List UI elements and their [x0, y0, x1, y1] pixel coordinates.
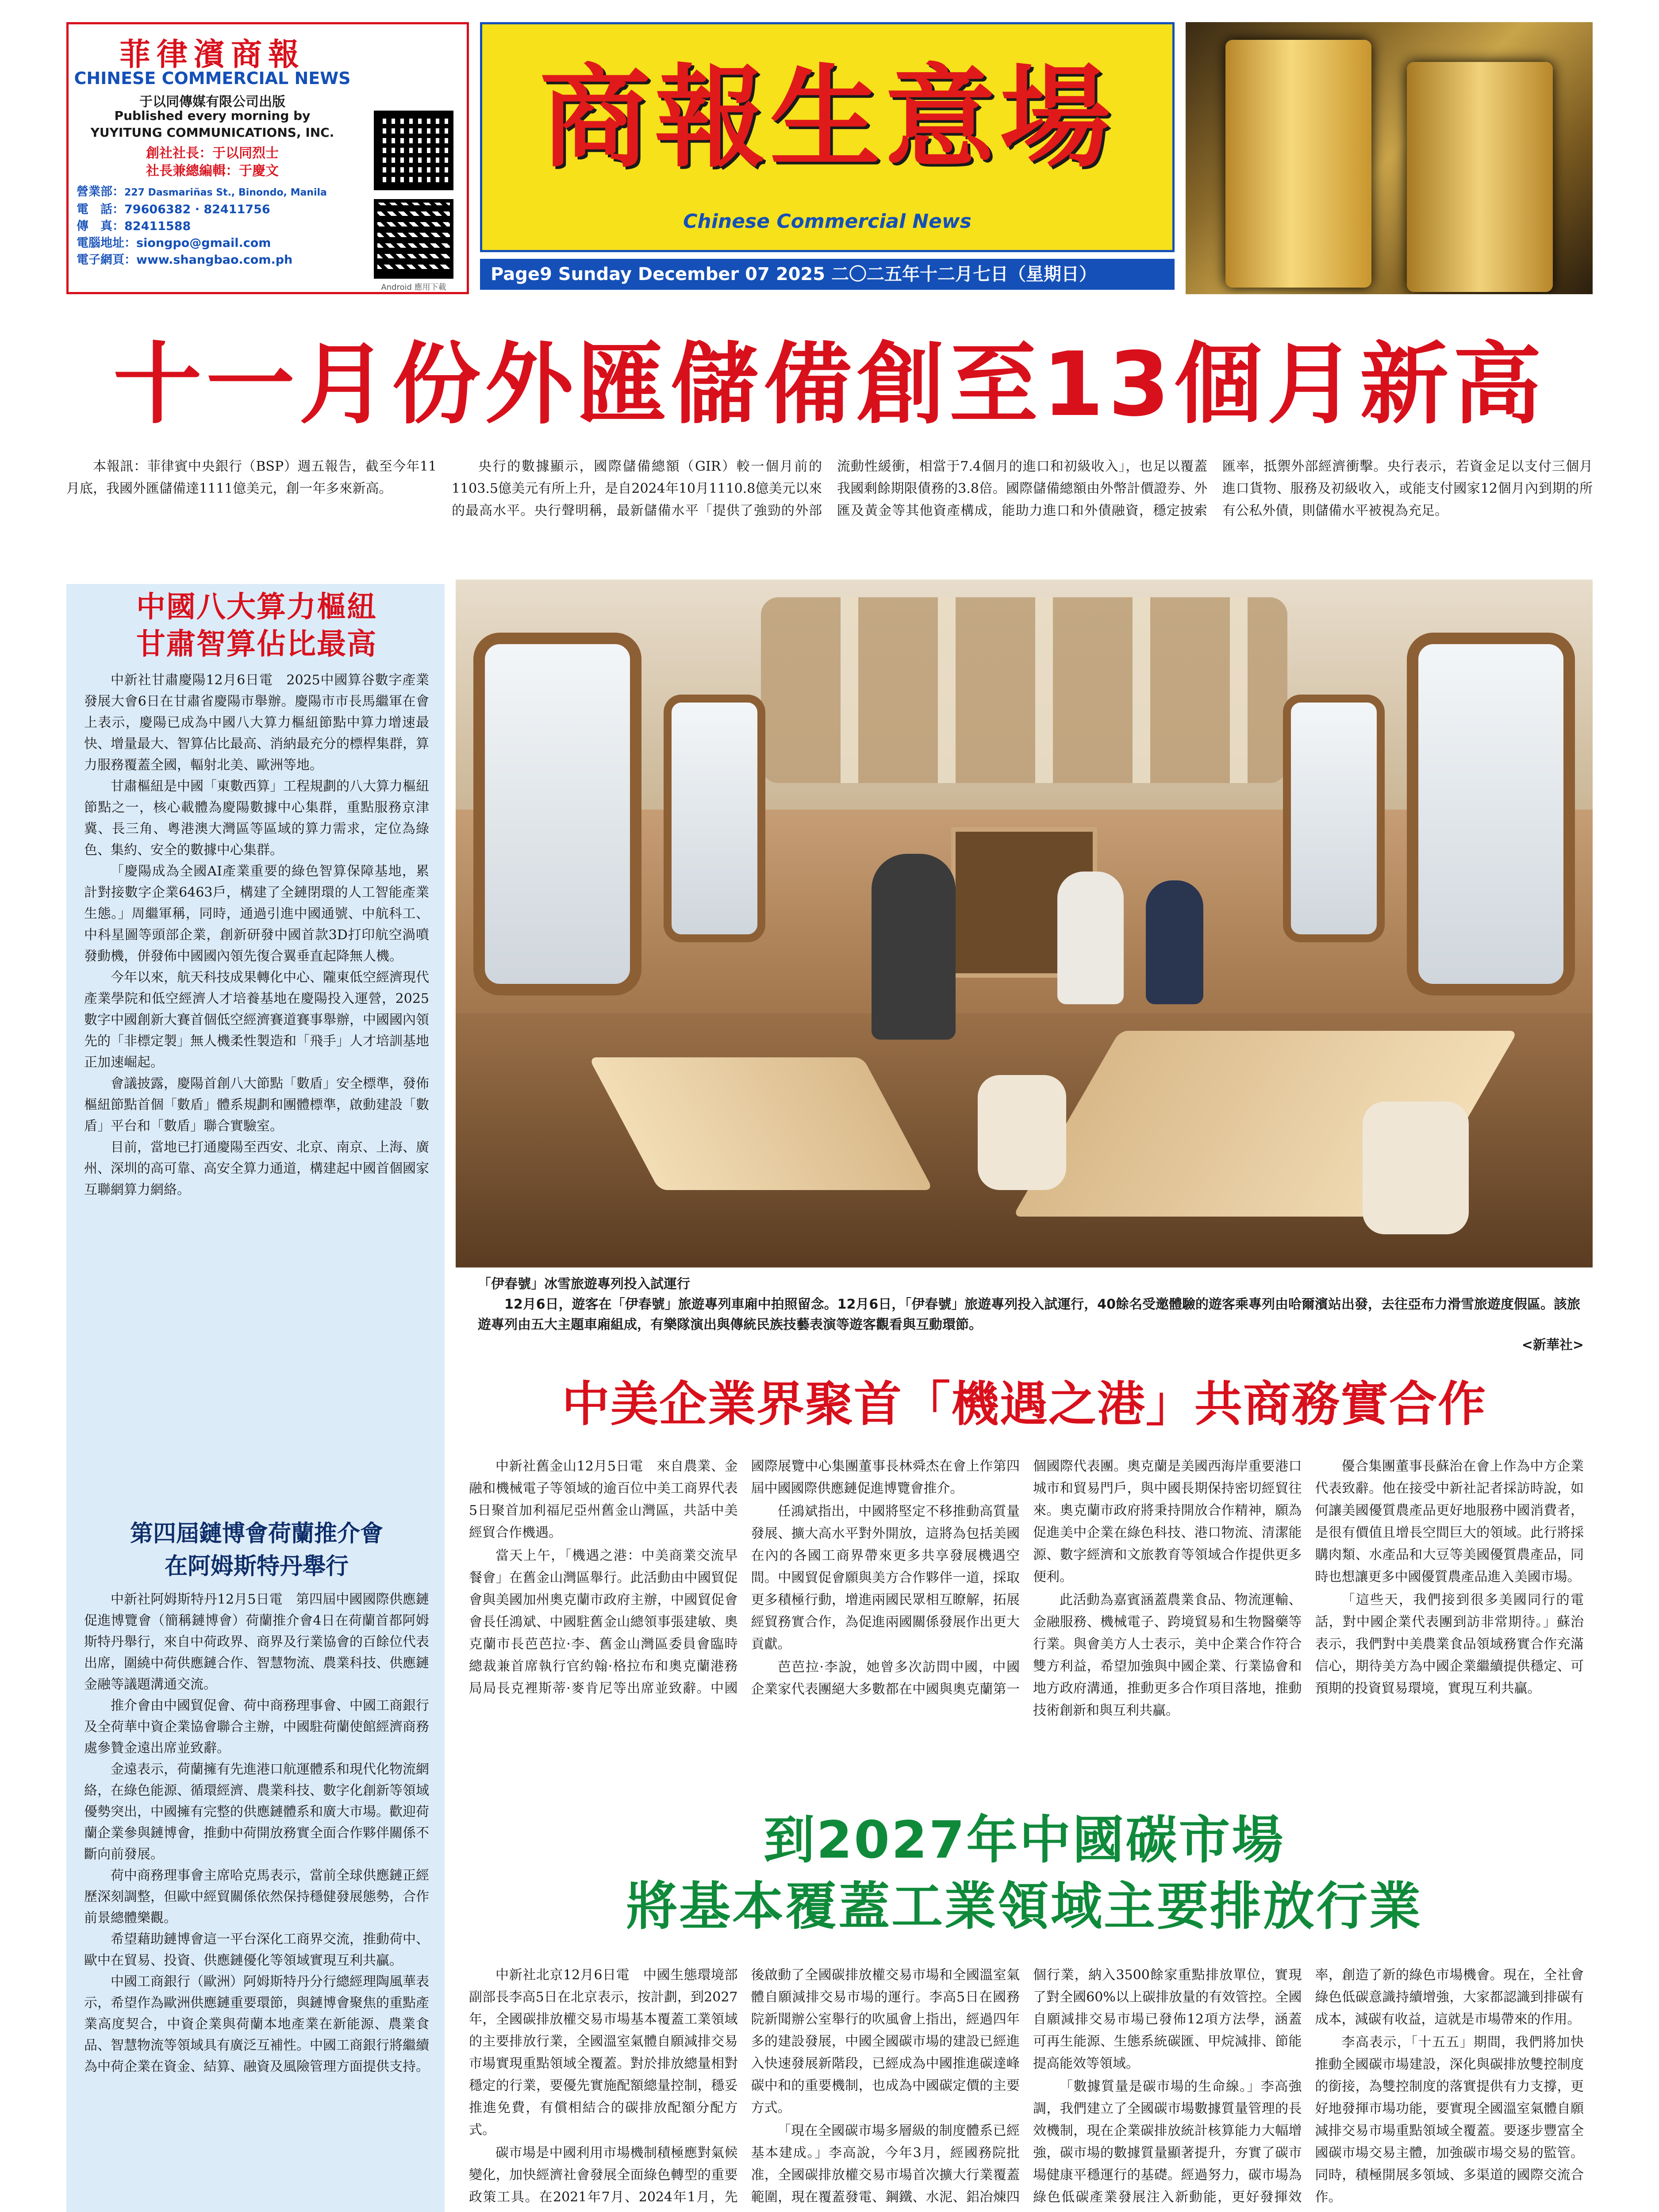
- supplement-en: Chinese Commercial News: [683, 210, 972, 233]
- left-window: [664, 695, 765, 942]
- sidebar-paragraph: 甘肅樞紐是中國「東數西算」工程規劃的八大算力樞紐節點之一，核心載體為慶陽數據中心集群，重點服務京津冀、長三角、粵港澳大灣區等區域的算力需求，定位為綠色、集約、安全的數據中心集群。: [84, 779, 429, 858]
- founder-line: 創社社長：于以同烈士: [146, 146, 279, 161]
- supplement-title-banner: [480, 22, 1175, 252]
- gold-bar-left: [1225, 40, 1371, 288]
- photo-credit: <新華社>: [1521, 1337, 1584, 1353]
- fax-row: [77, 218, 360, 235]
- sidebar-story-2-headline-1: 第四屆鏈博會荷蘭推介會: [130, 1521, 383, 1547]
- passenger: [872, 854, 956, 1040]
- main-headline: 十一月份外匯儲備創至13個月新高: [113, 333, 1546, 436]
- published-en-1: Published every morning by: [114, 108, 311, 123]
- main-story-body: [66, 456, 1593, 571]
- carbon-paragraph: 中新社北京12月6日電 中國生態環境部副部長李高5日在北京表示，按計劃，到2027年，全國碳排放權交易市場基本覆蓋工業領域的主要排放行業，全國溫室氣體自願減排交易市場實現重點領域全覆蓋。對於排放總量相對穩定的行業，要優先實施配額總量控制，穩妥推進免費，有償相結合的碳排放配額分配方式。: [469, 1967, 738, 2138]
- left-window: [473, 633, 641, 995]
- passenger: [1057, 872, 1124, 1004]
- sidebar-paragraph: 金遠表示，荷蘭擁有先進港口航運體系和現代化物流網絡，在綠色能源、循環經濟、農業科技、數字化創新等領域優勢突出，中國擁有完整的供應鏈體系和廣大市場。歡迎荷蘭企業參與鏈博會，推動中荷開放務實全面合作夥伴關係不斷向前發展。: [84, 1762, 429, 1862]
- sidebar-paragraph: 中國工商銀行（歐洲）阿姆斯特丹分行總經理陶風華表示，希望作為歐洲供應鏈重要環節，與鏈博會聚焦的重點產業高度契合，中資企業與荷蘭本地產業在新能源、農業食品、智慧物流等領域具有廣泛互補性。中國工商銀行將繼續為中荷企業在資金、結算、融資及風險管理方面提供支持。: [84, 1974, 429, 2074]
- president-line: 社長兼總編輯：于慶文: [146, 163, 279, 179]
- carbon-body: [469, 1964, 1584, 2212]
- phone-row: [77, 201, 360, 218]
- sidebar-story-1: [84, 588, 429, 1201]
- carbon-paragraph: 李高表示，「十五五」期間，我們將加快推動全國碳市場建設，深化與碳排放雙控制度的銜接，為雙控制度的落實提供有力支撐，更好地發揮市場功能，要實現全國溫室氣體自願減排交易市場重點領域全覆蓋。要逐步豐富全國碳市場交易主體，加強碳市場交易的監管。同時，積極開展多領域、多渠道的國際交流合作。: [1315, 2035, 1584, 2205]
- us-china-paragraph: 優合集團董事長蘇治在會上作為中方企業代表致辭。他在接受中新社記者採訪時說，如何讓美國優質農產品更好地服務中國消費者，是很有價值且增長空間巨大的領域。此行將採購肉類、水產品和大豆等美國優質農產品，同時也想讓更多中國優質農產品進入美國市場。: [1315, 1459, 1584, 1585]
- photo-caption-title: 「伊春號」冰雪旅遊專列投入試運行: [478, 1276, 690, 1292]
- sidebar-paragraph: 希望藉助鏈博會這一平台深化工商界交流，推動荷中、歐中在貿易、投資、供應鏈優化等領域實現互利共贏。: [84, 1932, 429, 1968]
- carbon-headline-1: 到2027年中國碳市場: [763, 1810, 1285, 1870]
- chair: [978, 1075, 1066, 1190]
- email-row: [77, 235, 360, 252]
- train-interior-photo: [456, 580, 1593, 1267]
- phone-label: 電 話：: [77, 203, 124, 216]
- sidebar-paragraph: 會議披露，慶陽首創八大節點「數盾」安全標準，發佈樞紐節點首個「數盾」體系規劃和團體標準，啟動建設「數盾」平台和「數盾」聯合實驗室。: [84, 1076, 429, 1134]
- passenger: [1146, 880, 1203, 1004]
- fax-value: 82411588: [124, 219, 191, 233]
- sidebar-story-1-headline-1: 中國八大算力樞紐: [136, 590, 377, 624]
- qr-code-icon: [374, 111, 453, 190]
- supplement-title: 商報生意場: [540, 52, 1115, 182]
- carbon-paragraph: 「現在全國碳市場多層級的制度體系已經基本建成。」李高說，今年3月，經國務院批准，全國碳排放權交易市場首次擴大行業覆蓋範圍，現在覆蓋發電、鋼鐵、水泥、鋁冶煉四個行業，納入3500餘家重點排放單位，實現了對全國60%以上碳排放量的有效管控。全國自願減排交易市場已發佈12項方法學，涵蓋可再生能源、生態系統碳匯、甲烷減排、節能提高能效等領域。: [751, 1967, 1302, 2205]
- sidebar-paragraph: 推介會由中國貿促會、荷中商務理事會、中國工商銀行及全荷華中資企業協會聯合主辦，中國駐荷蘭使館經濟商務處參贊金遠出席並致辭。: [84, 1698, 429, 1756]
- qr-code-android-icon: [374, 199, 453, 279]
- chair: [1363, 1102, 1469, 1234]
- right-window: [1283, 695, 1385, 942]
- dateline-bar: Page9 Sunday December 07 2025 二〇二五年十二月七日（星期日）: [480, 259, 1175, 290]
- phone-value: 79606382 · 82411756: [124, 203, 270, 216]
- address-row: [77, 184, 360, 201]
- sidebar-story-2-headline-2: 在阿姆斯特丹舉行: [164, 1553, 349, 1580]
- ceiling-panel: [761, 597, 1287, 783]
- sidebar-paragraph: 中新社甘肅慶陽12月6日電 2025中國算谷數字產業發展大會6日在甘肅省慶陽市舉辦。慶陽市市長馬繼軍在會上表示，慶陽已成為中國八大算力樞紐節點中算力增速最快、增量最大、智算佔比最高、消納最充分的標桿集群，算力服務覆蓋全國，輻射北美、歐洲等地。: [84, 672, 429, 773]
- sidebar-paragraph: 今年以來，航天科技成果轉化中心、隴東低空經濟現代產業學院和低空經濟人才培養基地在慶陽投入運營，2025數字中國創新大賽首個低空經濟賽道賽事舉辦，中國國內領先的「非標定製」無人機柔性製造和「飛手」人才培訓基地正加速崛起。: [84, 970, 429, 1070]
- us-china-paragraph: 芭芭拉·李說，她曾多次訪問中國，中國企業家代表團絕大多數都在中國與奧克蘭第一個國際代表團。奧克蘭是美國西海岸重要港口城市和貿易門戶，與中國長期保持密切經貿往來。奧克蘭市政府將秉持開放合作精神，願為促進美中企業在綠色科技、港口物流、清潔能源、數字經濟和文旅教育等領域合作提供更多便利。: [751, 1459, 1302, 1697]
- carbon-headline-2: 將基本覆蓋工業領域主要排放行業: [626, 1877, 1422, 1936]
- email-label: 電腦地址：: [77, 236, 136, 250]
- web-value: www.shangbao.com.ph: [136, 253, 293, 267]
- web-row: [77, 252, 360, 269]
- sidebar-story-1-body: [84, 670, 429, 1201]
- us-china-paragraph: 當天上午，「機遇之港：中美商業交流早餐會」在舊金山灣區舉行。此活動由中國貿促會與美國加州奧克蘭市政府主辦，中國貿促會會長任鴻斌、中國駐舊金山總領事張建敏、奧克蘭市長芭芭拉·李、舊金山灣區委員會臨時總裁兼首席執行官約翰·格拉布和奧克蘭港務局局長克裡斯蒂·麥肯尼等出席並致辭。中國國際展覽中心集團董事長林舜杰在會上作第四屆中國國際供應鏈促進博覽會推介。: [469, 1459, 1020, 1696]
- sidebar-story-2-body: [84, 1589, 429, 2078]
- email-value: siongpo@gmail.com: [136, 236, 271, 250]
- sidebar-paragraph: 目前，當地已打通慶陽至西安、北京、南京、上海、廣州、深圳的高可靠、高安全算力通道，構建起中國首個國家互聯網算力網絡。: [84, 1140, 429, 1198]
- sidebar-story-2: [84, 1517, 429, 2078]
- address-value: 227 Dasmariñas St., Binondo, Manila: [124, 187, 327, 198]
- publisher-line: 于以同傳媒有限公司出版: [139, 94, 285, 110]
- us-china-body: [469, 1455, 1584, 1796]
- gold-bar-image: [1186, 22, 1593, 294]
- sidebar-paragraph: 「慶陽成為全國AI產業重要的綠色智算保障基地，累計對接數字企業6463戶，構建了全鏈閉環的人工智能產業生態。」周繼軍稱，同時，通過引進中國通號、中航科工、中科星圖等頭部企業，創新研發中國首款3D打印航空渦噴發動機，併發佈中國國內領先復合翼垂直起降無人機。: [84, 864, 429, 964]
- contact-block: [77, 184, 360, 269]
- web-label: 電子網頁：: [77, 253, 136, 267]
- us-china-headline: 中美企業界聚首「機遇之港」共商務實合作: [561, 1377, 1486, 1432]
- main-story-paragraph: 央行的數據顯示，國際儲備總額（GIR）較一個月前的1103.5億美元有所上升，是自2024年10月1110.8億美元以來的最高水平。央行聲明稱，最新儲備水平「提供了強勁的外部流動性緩衝，相當于7.4個月的進口和初級收入」，也足以覆蓋我國剩餘期限債務的3.8倍。國際儲備總額由外幣計價證券、外匯及黃金等其他資產構成，能助力進口和外債融資，穩定披索匯率，抵禦外部經濟衝擊。央行表示，若資金足以支付三個月進口貨物、服務及初級收入，或能支付國家12個月內到期的所有公私外債，則儲備水平被視為充足。: [452, 459, 1593, 518]
- published-en-2: YUYITUNG COMMUNICATIONS, INC.: [90, 125, 334, 140]
- photo-caption-text: 12月6日，遊客在「伊春號」旅遊專列車廂中拍照留念。12月6日，「伊春號」旅遊專列投入試運行，40餘名受邀體驗的遊客乘專列由哈爾濱站出發，去往亞布力滑雪旅遊度假區。該旅遊專列由五大主題車廂組成，有樂隊演出與傳統民族技藝表演等遊客觀看與互動環節。: [478, 1297, 1580, 1333]
- carbon-paragraph: 碳市場是中國利用市場機制積極應對氣候變化，加快經濟社會發展全面綠色轉型的重要政策工具。在2021年7月、2024年1月，先後啟動了全國碳排放權交易市場和全國溫室氣體自願減排交易市場的運行。李高5日在國務院新聞辦公室舉行的吹風會上指出，經過四年多的建設發展，中國全國碳市場的建設已經進入快速發展新階段，已經成為中國推進碳達峰碳中和的重要機制，也成為中國碳定價的主要方式。: [469, 1967, 1020, 2205]
- qr-caption: Android 應用下載: [381, 283, 446, 292]
- main-story-paragraph: 本報訊：菲律賓中央銀行（BSP）週五報告，截至今年11月底，我國外匯儲備達1111億美元，創一年多來新高。: [66, 459, 437, 496]
- address-label: 營業部：: [77, 185, 124, 199]
- right-window: [1407, 633, 1575, 995]
- sidebar-story-1-headline-2: 甘肅智算佔比最高: [136, 627, 377, 661]
- masthead-info-box: [66, 22, 469, 294]
- us-china-paragraph: 此活動為嘉賓涵蓋農業食品、物流運輸、金融服務、機械電子、跨境貿易和生物醫藥等行業。與會美方人士表示，美中企業合作符合雙方利益，希望加強與中國企業、行業協會和地方政府溝通，推動更多合作項目落地，推動技術創新和與互利共贏。: [1033, 1592, 1302, 1718]
- us-china-paragraph: 「這些天，我們接到很多美國同行的電話，對中國企業代表團到訪非常期待。」蘇治表示，我們對中美農業食品領域務實合作充滿信心，期待美方為中國企業繼續提供穩定、可預期的投資貿易環境，實現互利共贏。: [1315, 1592, 1584, 1696]
- us-china-paragraph: 任鴻斌指出，中國將堅定不移推動高質量發展、擴大高水平對外開放，這將為包括美國在內的各國工商界帶來更多共享發展機遇空間。中國貿促會願與美方合作夥伴一道，採取更多積極行動，增進兩國民眾相互瞭解，拓展經貿務實合作，為促進兩國關係發展作出更大貢獻。: [751, 1504, 1020, 1652]
- paper-name-en: CHINESE COMMERCIAL NEWS: [74, 69, 351, 88]
- us-china-paragraph: 中新社舊金山12月5日電 來自農業、金融和機械電子等領域的逾百位中美工商界代表5日聚首加利福尼亞州舊金山灣區，共話中美經貿合作機遇。: [469, 1459, 738, 1540]
- paper-name-cn: 菲律濱商報: [119, 36, 305, 73]
- sidebar-paragraph: 荷中商務理事會主席哈克馬表示，當前全球供應鏈正經歷深刻調整，但歐中經貿關係依然保持穩健發展態勢，合作前景總體樂觀。: [84, 1868, 429, 1926]
- fax-label: 傳 真：: [77, 219, 124, 233]
- carbon-paragraph: 「數據質量是碳市場的生命線。」李高強調，我們建立了全國碳市場數據質量管理的長效機制，現在企業碳排放統計核算能力大幅增強，碳市場的數據質量顯著提升，夯實了碳市場健康平穩運行的基礎。經過努力，碳市場為綠色低碳產業發展注入新動能，更好發揮效率，創造了新的綠色市場機會。現在，全社會綠色低碳意識持續增強，大家都認識到排碳有成本，減碳有收益，這就是市場帶來的作用。: [1033, 1967, 1584, 2205]
- photo-caption: [478, 1274, 1584, 1356]
- gold-bar-right: [1407, 62, 1553, 292]
- sidebar-paragraph: 中新社阿姆斯特丹12月5日電 第四屆中國國際供應鏈促進博覽會（簡稱鏈博會）荷蘭推介會4日在荷蘭首都阿姆斯特丹舉行，來自中荷政界、商界及行業協會的百餘位代表出席，圍繞中荷供應鏈合作、智慧物流、農業科技、供應鏈金融等議題溝通交流。: [84, 1592, 429, 1692]
